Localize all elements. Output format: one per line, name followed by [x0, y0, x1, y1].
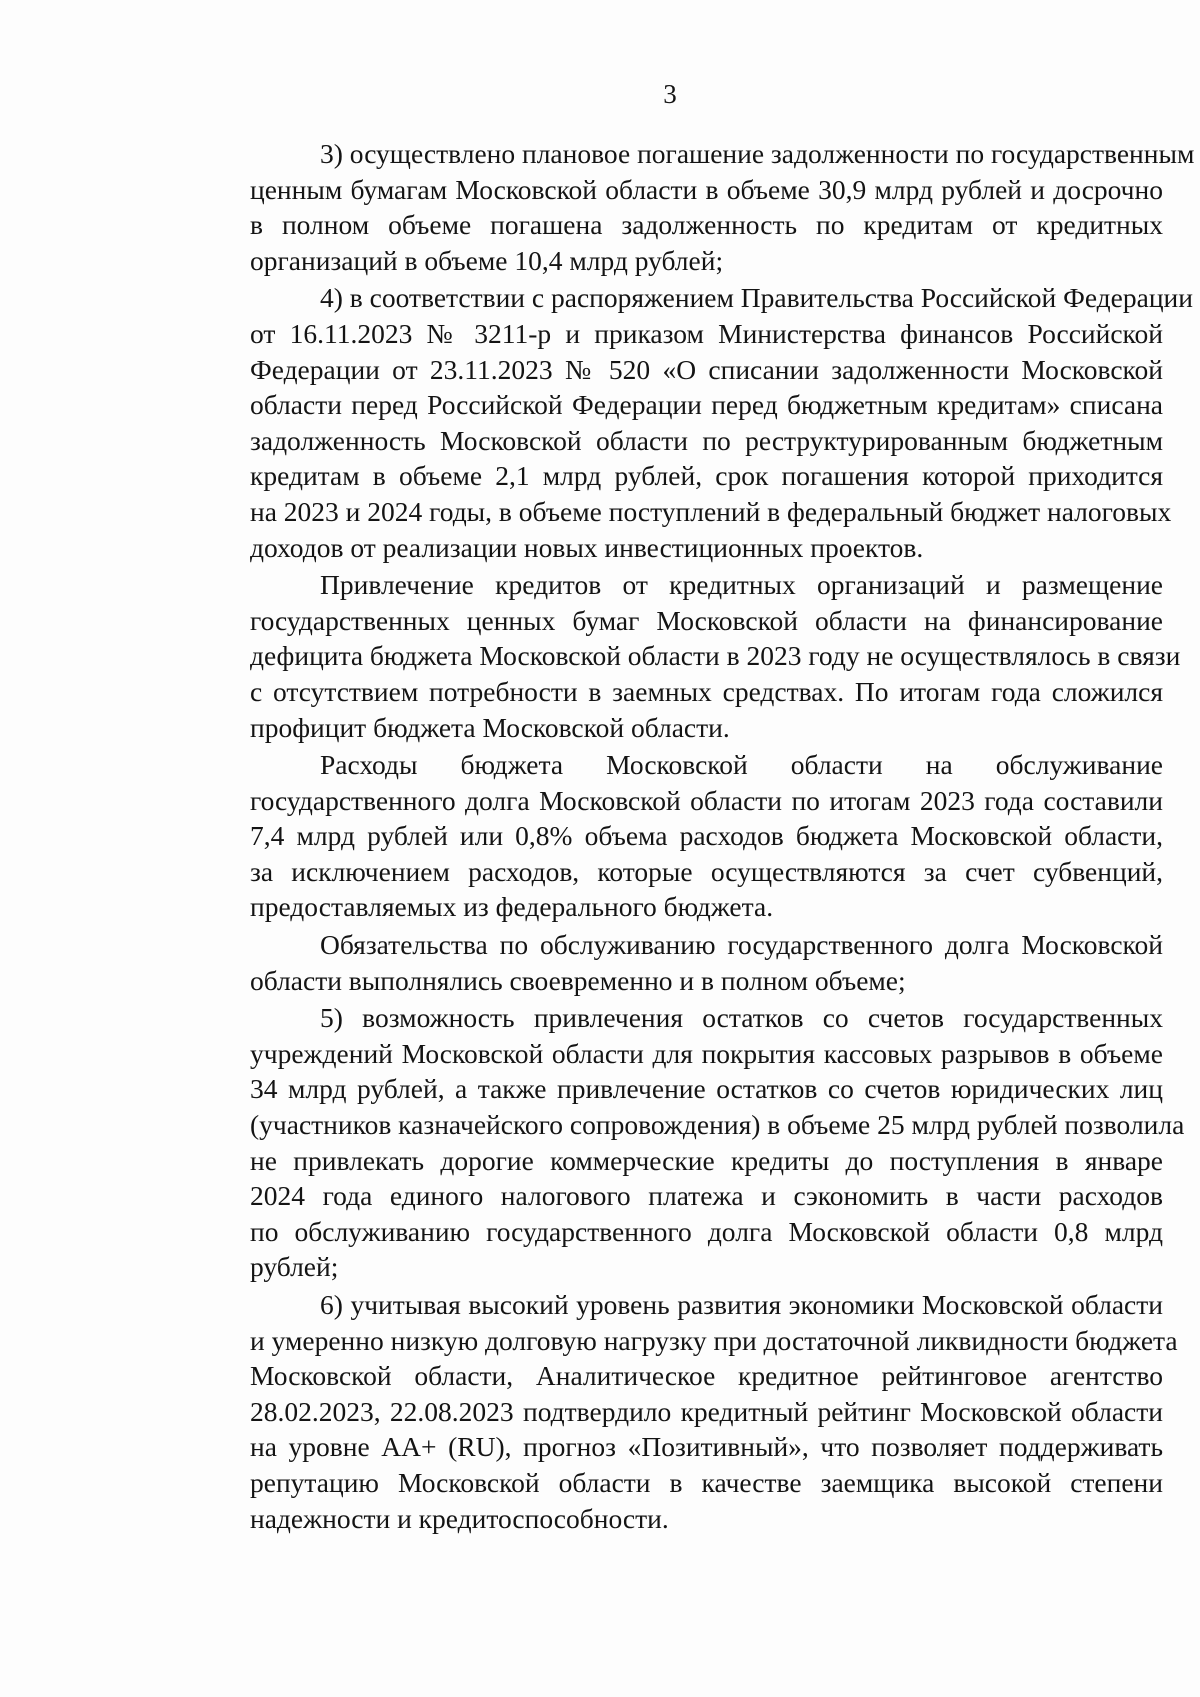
text-line: дефицита бюджета Московской области в 2023 году не осуществлялось в связи — [250, 640, 1181, 672]
text-line: в полном объеме погашена задолженность по кредитам от кредитных — [250, 209, 1163, 241]
text-line: надежности и кредитоспособности. — [250, 1502, 669, 1534]
text-line: по обслуживанию государственного долга Московской области 0,8 млрд — [250, 1215, 1163, 1247]
text-line: не привлекать дорогие коммерческие кредиты до поступления в январе — [250, 1144, 1163, 1176]
text-line: государственных ценных бумаг Московской области на финансирование — [250, 604, 1163, 636]
text-line: Расходы бюджета Московской области на обслуживание — [320, 749, 1163, 781]
text-line: кредитам в объеме 2,1 млрд рублей, срок погашения которой приходится — [250, 460, 1163, 492]
text-line: 28.02.2023, 22.08.2023 подтвердило кредитный рейтинг Московской области — [250, 1395, 1163, 1427]
text-line: учреждений Московской области для покрытия кассовых разрывов в объеме — [250, 1037, 1163, 1069]
document-body — [180, 136, 1195, 1536]
paragraph-debt-repayment — [180, 136, 1195, 278]
page-number: 3 — [663, 79, 677, 109]
text-line: Федерации от 23.11.2023 № 520 «О списании задолженности Московской — [250, 353, 1163, 385]
text-line: на 2023 и 2024 годы, в объеме поступлений в федеральный бюджет налоговых — [250, 495, 1172, 527]
text-line: 7,4 млрд рублей или 0,8% объема расходов бюджета Московской области, — [250, 820, 1163, 852]
text-line: профицит бюджета Московской области. — [250, 711, 730, 743]
paragraph-borrowing — [180, 567, 1181, 745]
text-line: на уровне АА+ (RU), прогноз «Позитивный», что позволяет поддерживать — [250, 1431, 1163, 1463]
paragraph-balances — [180, 1000, 1185, 1285]
text-line: области перед Российской Федерации перед бюджетным кредитам» списана — [250, 389, 1163, 421]
text-line: рублей; — [250, 1251, 339, 1283]
paragraph-obligations — [180, 927, 1163, 998]
text-line: 4) в соответствии с распоряжением Правительства Российской Федерации — [320, 282, 1193, 314]
text-line: и умеренно низкую долговую нагрузку при достаточной ликвидности бюджета — [250, 1324, 1178, 1356]
paragraph-debt-service-expenses — [180, 747, 1163, 925]
text-line: репутацию Московской области в качестве заемщика высокой степени — [250, 1466, 1163, 1498]
text-line: Привлечение кредитов от кредитных организаций и размещение — [320, 569, 1163, 601]
text-line: Московской области, Аналитическое кредитное рейтинговое агентство — [250, 1360, 1163, 1392]
text-line: области выполнялись своевременно и в полном объеме; — [250, 964, 906, 996]
text-line: Обязательства по обслуживанию государственного долга Московской — [320, 929, 1163, 961]
text-line: ценным бумагам Московской области в объеме 30,9 млрд рублей и досрочно — [250, 173, 1163, 205]
text-line: (участников казначейского сопровождения) в объеме 25 млрд рублей позволила — [250, 1109, 1185, 1141]
text-line: предоставляемых из федерального бюджета. — [250, 891, 774, 923]
text-line: 5) возможность привлечения остатков со счетов государственных — [320, 1002, 1163, 1034]
text-line: доходов от реализации новых инвестиционных проектов. — [250, 531, 924, 563]
text-line: 3) осуществлено плановое погашение задолженности по государственным — [320, 138, 1195, 169]
text-line: 6) учитывая высокий уровень развития экономики Московской области — [320, 1289, 1163, 1320]
text-line: 34 млрд рублей, а также привлечение остатков со счетов юридических лиц — [250, 1073, 1163, 1105]
text-line: организаций в объеме 10,4 млрд рублей; — [250, 244, 724, 276]
text-line: от 16.11.2023 № 3211-р и приказом Министерства финансов Российской — [250, 317, 1163, 349]
text-line: за исключением расходов, которые осуществляются за счет субвенций, — [250, 855, 1163, 887]
text-line: государственного долга Московской области по итогам 2023 года составили — [250, 784, 1163, 816]
text-line: задолженность Московской области по реструктурированным бюджетным — [250, 424, 1163, 456]
paragraph-credit-rating — [180, 1287, 1178, 1536]
text-line: с отсутствием потребности в заемных средствах. По итогам года сложился — [250, 675, 1163, 707]
paragraph-debt-write-off — [180, 280, 1193, 565]
text-line: 2024 года единого налогового платежа и сэкономить в части расходов — [250, 1180, 1163, 1212]
